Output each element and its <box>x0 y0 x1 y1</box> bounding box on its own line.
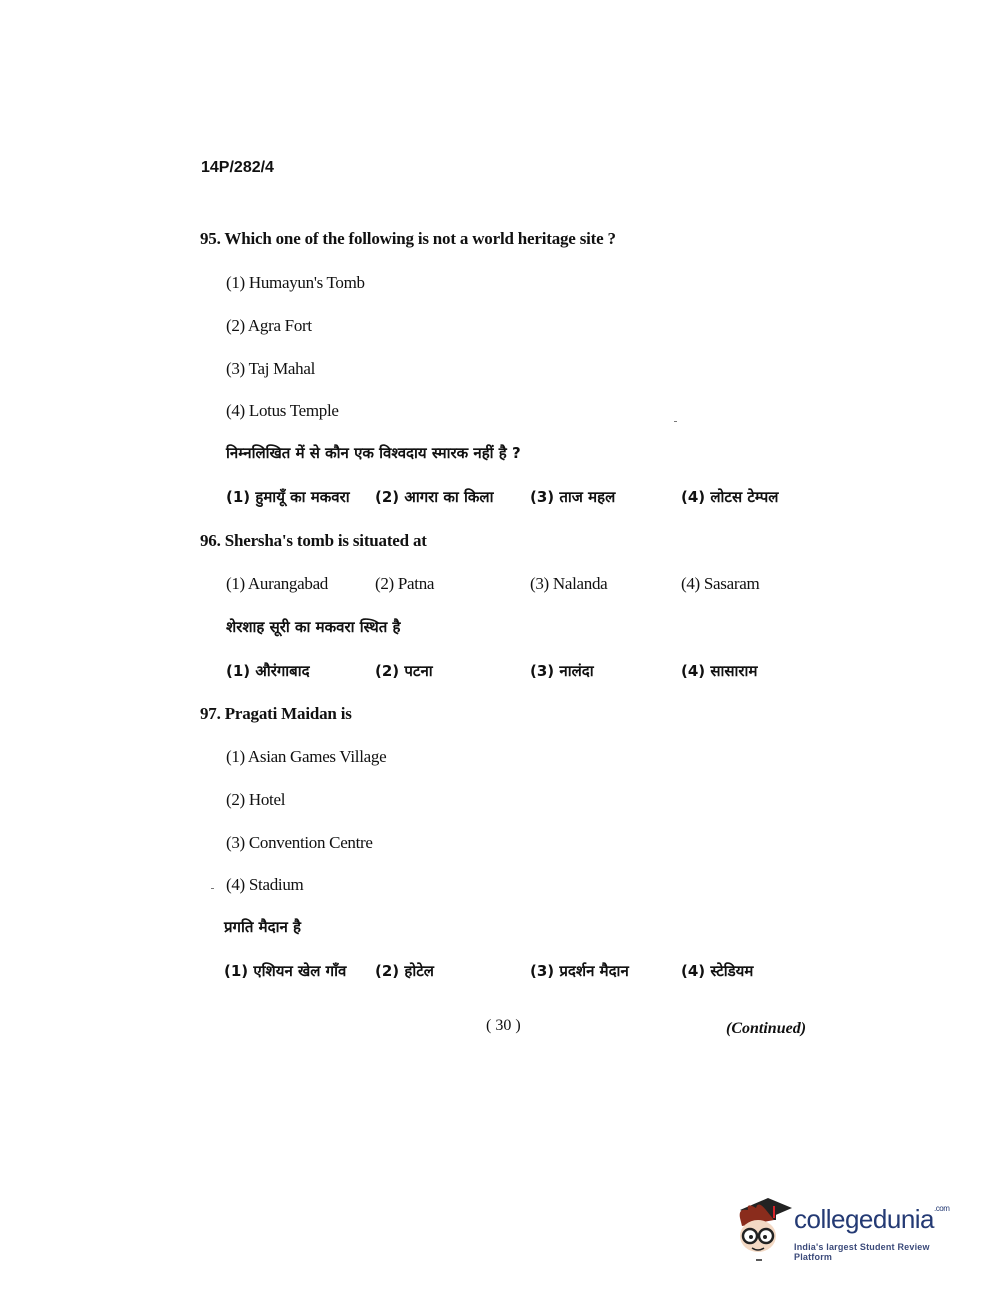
question-text: Pragati Maidan is <box>224 704 352 723</box>
hindi-option: (4) लोटस टेम्पल <box>681 488 779 506</box>
collegedunia-logo <box>734 1196 964 1266</box>
option: (3) Convention Centre <box>226 833 373 852</box>
logo-name: collegedunia <box>794 1204 935 1234</box>
option: (1) Aurangabad <box>226 574 329 593</box>
hindi-question: शेरशाह सूरी का मकवरा स्थित है <box>226 618 401 636</box>
hindi-option: (4) स्टेडियम <box>681 962 754 980</box>
hindi-option: (1) औरंगाबाद <box>226 662 310 680</box>
question-text: Shersha's tomb is situated at <box>224 531 427 550</box>
hindi-option: (1) एशियन खेल गाँव <box>224 962 347 980</box>
question-text: Which one of the following is not a world heritage site ? <box>224 229 616 248</box>
continued-label: (Continued) <box>726 1020 807 1037</box>
option: (2) Agra Fort <box>226 316 312 335</box>
option: (4) Lotus Temple <box>226 401 339 420</box>
paper-code: 14P/282/4 <box>201 159 274 176</box>
question-96 <box>200 531 427 551</box>
option: (2) Hotel <box>226 790 286 809</box>
question-number: 96. <box>200 531 221 550</box>
mascot-graduation-cap-icon <box>734 1196 796 1262</box>
logo-tagline: India's largest Student Review Platform <box>794 1242 930 1262</box>
question-97 <box>200 704 352 724</box>
hindi-option: (3) नालंदा <box>530 662 594 680</box>
hindi-option: (3) प्रदर्शन मैदान <box>530 962 629 980</box>
option: (4) Stadium <box>226 875 304 894</box>
option: (4) Sasaram <box>681 574 760 593</box>
hindi-option: (2) आगरा का किला <box>375 488 494 506</box>
question-95 <box>200 229 616 249</box>
option: (1) Humayun's Tomb <box>226 273 365 292</box>
hindi-question: प्रगति मैदान है <box>224 918 301 936</box>
option: (3) Nalanda <box>530 574 608 593</box>
logo-suffix: .com <box>934 1204 950 1213</box>
hindi-option: (1) हुमायूँ का मकवरा <box>226 488 350 506</box>
scan-speck <box>211 888 214 889</box>
page-number: ( 30 ) <box>486 1017 521 1034</box>
option: (2) Patna <box>375 574 435 593</box>
hindi-option: (3) ताज महल <box>530 488 616 506</box>
logo-wordmark <box>794 1204 949 1235</box>
hindi-option: (2) पटना <box>375 662 433 680</box>
question-number: 97. <box>200 704 221 723</box>
scan-speck <box>674 421 677 422</box>
option: (1) Asian Games Village <box>226 747 387 766</box>
hindi-option: (4) सासाराम <box>681 662 758 680</box>
question-number: 95. <box>200 229 221 248</box>
hindi-question: निम्नलिखित में से कौन एक विश्वदाय स्मारक नहीं है ? <box>226 444 521 462</box>
option: (3) Taj Mahal <box>226 359 316 378</box>
hindi-option: (2) होटेल <box>375 962 434 980</box>
